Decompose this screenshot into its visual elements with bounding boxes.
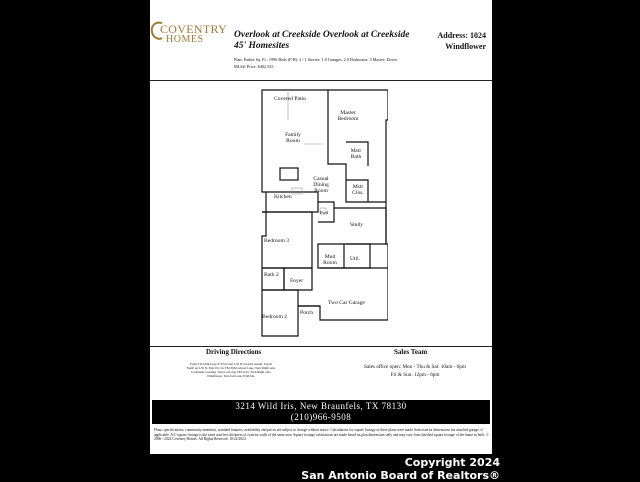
room-two-car-garage: Two Car Garage [328, 300, 365, 306]
room-utility: Util. [350, 256, 361, 262]
room-porch: Porch [300, 310, 314, 316]
footer-divider [150, 346, 492, 347]
sales-hours-1: Sales office open: Mon - Thu & Sat: 10am - 6pm [364, 364, 466, 370]
sales-hours-2: Fri & Sun: 12pm - 6pm [390, 372, 440, 378]
legal-disclaimer: Plans, specifications, community amenities, standard features, availability and prices are subject to change without notice. Calculations for square footage of these plans were made from exterior dimensions but attached garage, if applicable. A/C square footage is the same area less thickness of exterior walls of the same area. Square footage calculations are made based on plan dimensions only and may vary from finished square footage of the home as built. © 2006 - 2024 Coventry Homes. All Rights Reserved. 10/22/2024 [154, 428, 489, 441]
contact-banner [152, 400, 490, 424]
copyright-watermark: Copyright 2024 [404, 456, 500, 469]
logo-subword: HOMES [166, 34, 204, 45]
room-mud-room: Mud Room [323, 254, 337, 266]
directions-text: From TX-1604 Loop E: Exit onto I-35 N towards Austin. Travel North on I-35 N. Exit 191 for FM-306/Canyon Lake. Turn Right onto Creekside Crossing. Turn Left onto FM-1101. Turn Right onto Windflower. Turn Left onto Wild Iris. [186, 362, 276, 378]
board-watermark: San Antonio Board of Realtors® [301, 469, 500, 482]
address-label: Address: 1024 [437, 31, 486, 40]
floor-plan [258, 84, 388, 340]
room-covered-patio: Covered Patio [274, 96, 306, 102]
room-master-bedroom: Master Bedroom [337, 110, 359, 122]
room-mstr-bath: Mstr Bath [350, 148, 362, 160]
header-divider [150, 80, 492, 81]
sales-heading: Sales Team [394, 348, 428, 356]
plan-meta [234, 56, 484, 70]
banner-address: 3214 Wild Iris, New Braunfels, TX 78130 [235, 401, 407, 411]
room-powder: Pwd [320, 210, 329, 215]
directions-heading: Driving Directions [206, 348, 262, 356]
room-bedroom-3: Bedroom 3 [264, 238, 290, 244]
plan-meta-line1: Plan: Parker Sq. Ft.: 1996 Beds (F/H): 2 / 1 Stories: 1.0 Garages: 2.0 Bedrooms: 3 Master: Down [234, 57, 397, 62]
room-bedroom-2: Bedroom 2 [262, 314, 288, 320]
room-casual-dining: Casual Dining Room [313, 176, 329, 194]
listing-sheet [150, 0, 492, 454]
banner-phone: (210)966-9508 [290, 412, 352, 422]
plan-meta-line2: MLS#: Price: $402,525 [234, 64, 274, 69]
room-family-room: Family Room [285, 132, 301, 144]
room-kitchen: Kitchen [274, 194, 292, 200]
address-block [437, 30, 486, 52]
community-title: Overlook at Creekside Overlook at Creekside 45' Homesites [234, 30, 410, 51]
room-foyer: Foyer [290, 278, 304, 284]
logo-wordmark: COVENTRY [160, 22, 228, 36]
coventry-homes-logo [150, 20, 228, 50]
room-bath-2: Bath 2 [264, 272, 279, 278]
address-street: Windflower [445, 42, 486, 51]
room-study: Study [350, 222, 364, 228]
room-mstr-closet: Mstr Clos. [352, 184, 364, 196]
